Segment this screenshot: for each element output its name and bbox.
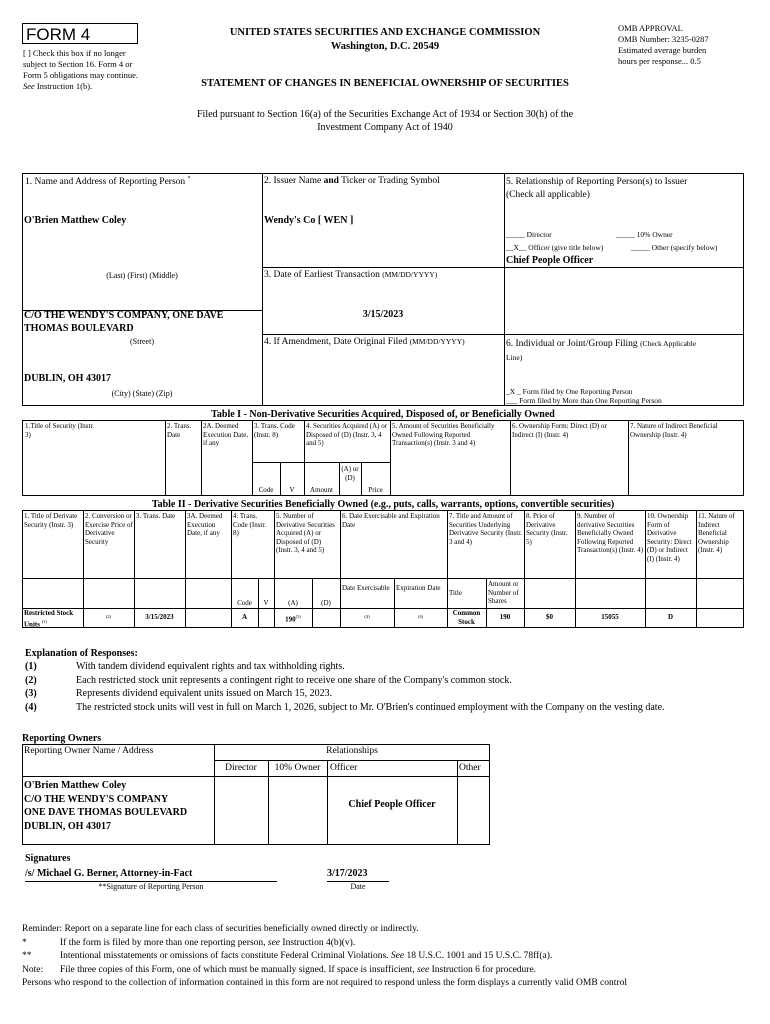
t1-col2a: 2A. Deemed Execution Date, if any: [203, 422, 249, 447]
t2-col10: 10. Ownership Form of Derivative Security: Direct (D) or Indirect (I) (Instr. 4): [647, 512, 692, 563]
t2-sub-expiration: Expiration Date: [396, 584, 441, 592]
t1-sub-amount: Amount: [310, 486, 333, 494]
form-title-box: [22, 23, 138, 44]
t1-col7: 7. Nature of Indirect Beneficial Ownership (Instr. 4): [630, 422, 718, 439]
t2-row-owned: 15055: [601, 613, 619, 621]
t2-col3: 3. Trans. Date: [136, 512, 176, 520]
t2-sub-amount: Amount or Number of Shares: [488, 580, 519, 605]
t2-row-title: Common Stock: [452, 609, 481, 626]
t2-col6: 6. Date Exercisable and Expiration Date: [342, 512, 440, 529]
form-title: FORM 4: [26, 25, 91, 44]
t2-sub-exercisable: Date Exercisable: [342, 584, 390, 592]
t2-row-a-value: 190$^{(3)}$: [285, 614, 301, 624]
t2-row-code: A: [241, 613, 248, 621]
explanation-list: [25, 660, 755, 714]
t1-sub-aord: (A) or (D): [341, 465, 359, 482]
earliest-transaction-date: 3/15/2023: [362, 309, 404, 320]
signer-hint: **Signature of Reporting Person: [98, 882, 204, 891]
ten-pct-check: _____ 10% Owner: [616, 230, 673, 239]
t2-row-security: Restricted Stock Units $^{(1)}$: [24, 609, 74, 628]
footnote-note: Note: File three copies of this Form, one of which must be manually signed. If space is insufficient, see Instruction 6 for procedure.: [22, 964, 537, 975]
owners-col-director: Director: [225, 763, 257, 773]
t2-col5: 5. Number of Derivative Securities Acquired (A) or Disposed of (D) (Instr. 3, 4 and 5): [276, 512, 335, 554]
explanation-item: (2) Each restricted stock unit represents a contingent right to receive one share of the Company's common stock.: [25, 674, 512, 686]
box4-label: 4. If Amendment, Date Original Filed (MM/DD/YYYY): [264, 337, 465, 347]
signature-date-hint: Date: [350, 882, 366, 891]
t2-col3a: 3A. Deemed Execution Date, if any: [187, 512, 223, 537]
street-hint: (Street): [130, 337, 154, 346]
box3-label: 3. Date of Earliest Transaction (MM/DD/YYYY): [264, 270, 438, 280]
t2-row-form: D: [667, 613, 674, 621]
director-check: _____ Director: [506, 230, 552, 239]
explanation-title: Explanation of Responses:: [25, 648, 138, 659]
t2-col7: 7. Title and Amount of Securities Underlying Derivative Security (Instr. 3 and 4): [449, 512, 522, 546]
omb-approval: OMB APPROVAL OMB Number: 3235-0287 Estimated average burden hours per response... 0.5: [618, 23, 709, 66]
statement-title: STATEMENT OF CHANGES IN BENEFICIAL OWNERSHIP OF SECURITIES: [201, 78, 569, 89]
owners-col-name: Reporting Owner Name / Address: [24, 746, 154, 756]
t2-row-price: $0: [546, 613, 553, 621]
reminder: Reminder: Report on a separate line for each class of securities beneficially owned directly or indirectly.: [22, 924, 419, 934]
footnote-star: * If the form is filed by more than one reporting person, see Instruction 4(b)(v).: [22, 937, 356, 948]
owners-col-officer: Officer: [330, 763, 358, 773]
owners-col-rel: Relationships: [326, 746, 378, 756]
box1-label: 1. Name and Address of Reporting Person *: [25, 176, 191, 188]
t2-row-price-fn: (2): [105, 614, 112, 619]
t2-sub-a: (A): [288, 599, 298, 607]
name-hint: (Last) (First) (Middle): [106, 271, 178, 280]
agency-line2: Washington, D.C. 20549: [330, 41, 440, 52]
box6-label: 6. Individual or Joint/Group Filing (Check Applicable Line): [506, 339, 697, 362]
owners-col-other: Other: [459, 763, 481, 773]
boxes-frame: [22, 173, 744, 406]
signer: /s/ Michael G. Berner, Attorney-in-Fact: [25, 868, 193, 879]
t2-row-exercisable-fn: (4): [364, 614, 370, 619]
other-check: _____ Other (specify below): [631, 243, 718, 252]
t2-sub-v: V: [263, 599, 269, 607]
filed-pursuant: Filed pursuant to Section 16(a) of the Securities Exchange Act of 1934 or Section 30(h) of the Investment Company Act of 1940: [196, 109, 574, 133]
box2-label: 2. Issuer Name and Ticker or Trading Symbol: [264, 176, 440, 186]
t2-col8: 8. Price of Derivative Security (Instr. 5): [526, 512, 568, 546]
table1-title: Table I - Non-Derivative Securities Acquired, Disposed of, or Beneficially Owned: [211, 409, 555, 420]
explanation-item: (3) Represents dividend equivalent units issued on March 15, 2023.: [25, 688, 333, 699]
signatures-title: Signatures: [25, 853, 71, 864]
signature-date: 3/17/2023: [327, 868, 368, 879]
t2-sub-title: Title: [449, 589, 462, 597]
reporting-person-name: O'Brien Matthew Coley: [24, 215, 127, 226]
t1-col3: 3. Trans. Code (Instr. 8): [254, 422, 295, 439]
one-reporting-check: _X _ Form filed by One Reporting Person: [506, 387, 633, 396]
agency-line1: UNITED STATES SECURITIES AND EXCHANGE COMMISSION: [229, 27, 541, 38]
more-reporting-check: ___ Form filed by More than One Reporting Person: [506, 396, 662, 405]
box5-label: 5. Relationship of Reporting Person(s) to Issuer (Check all applicable): [506, 177, 688, 200]
persons-notice: Persons who respond to the collection of information contained in this form are not required to respond unless the form displays a currently valid OMB control: [22, 978, 627, 988]
officer-title: Chief People Officer: [506, 255, 594, 266]
t1-sub-code: Code: [258, 486, 274, 494]
t2-row-date: 3/15/2023: [145, 613, 174, 621]
explanation-item: (4) The restricted stock units will vest in full on March 1, 2026, subject to Mr. O'Brien's continued employment with the Company on the vesting date.: [25, 701, 665, 713]
t2-col4: 4. Trans. Code (Instr. 8): [233, 512, 267, 537]
t1-col2: 2. Trans. Date: [167, 422, 192, 439]
checkbox-note: [ ] Check this box if no longer subject to Section 16. Form 4 or Form 5 obligations may continue. See Instruction 1(b).: [23, 48, 138, 91]
t2-col11: 11. Nature of Indirect Beneficial Ownership (Instr. 4): [698, 512, 735, 554]
reporting-person-city: DUBLIN, OH 43017: [24, 373, 111, 384]
footer-notes: [22, 923, 762, 991]
t2-col1: 1. Title of Derivate Security (Instr. 3): [24, 512, 78, 529]
t2-sub-code: Code: [237, 599, 252, 607]
t2-col2: 2. Conversion or Exercise Price of Derivative Security: [85, 512, 133, 546]
city-hint: (City) (State) (Zip): [111, 389, 173, 398]
t1-sub-v: V: [289, 486, 295, 494]
t1-col4: 4. Securities Acquired (A) or Disposed of (D) (Instr. 3, 4 and 5): [306, 422, 388, 447]
t1-sub-price: Price: [368, 486, 383, 494]
explanation-item: (1) With tandem dividend equivalent rights and tax withholding rights.: [25, 661, 345, 672]
table2-title: Table II - Derivative Securities Beneficially Owned (e.g., puts, calls, warrants, options, convertible securities): [151, 499, 615, 510]
t1-col6: 6. Ownership Form: Direct (D) or Indirect (I) (Instr. 4): [512, 422, 607, 439]
footnote-double-star: ** Intentional misstatements or omissions of facts constitute Federal Criminal Violations. See 18 U.S.C. 1001 and 15 U.S.C. 78ff(a).: [22, 951, 553, 961]
t2-row-expiration-fn: (4): [417, 614, 424, 619]
owner-address: O'Brien Matthew Coley C/O THE WENDY'S COMPANY ONE DAVE THOMAS BOULEVARD DUBLIN, OH 43017: [24, 780, 188, 832]
issuer-name: Wendy's Co [ WEN ]: [264, 215, 354, 226]
owner-officer-value: Chief People Officer: [348, 799, 436, 810]
t1-col1: 1.Title of Security (Instr. 3): [25, 422, 95, 439]
t2-col9: 9. Number of derivative Securities Beneficially Owned Following Reported Transaction(s) (Instr. 4): [577, 512, 644, 554]
t2-row-amount: 190: [499, 613, 511, 621]
t2-sub-d: (D): [321, 599, 331, 607]
t1-col5: 5. Amount of Securities Beneficially Owned Following Reported Transaction(s) (Instr. 3 and 4): [392, 422, 495, 447]
reporting-person-street: C/O THE WENDY'S COMPANY, ONE DAVE THOMAS BOULEVARD: [24, 310, 224, 334]
owners-col-ten: 10% Owner: [274, 763, 321, 773]
officer-check: __X__ Officer (give title below): [506, 243, 604, 252]
owners-title: Reporting Owners: [22, 733, 102, 744]
